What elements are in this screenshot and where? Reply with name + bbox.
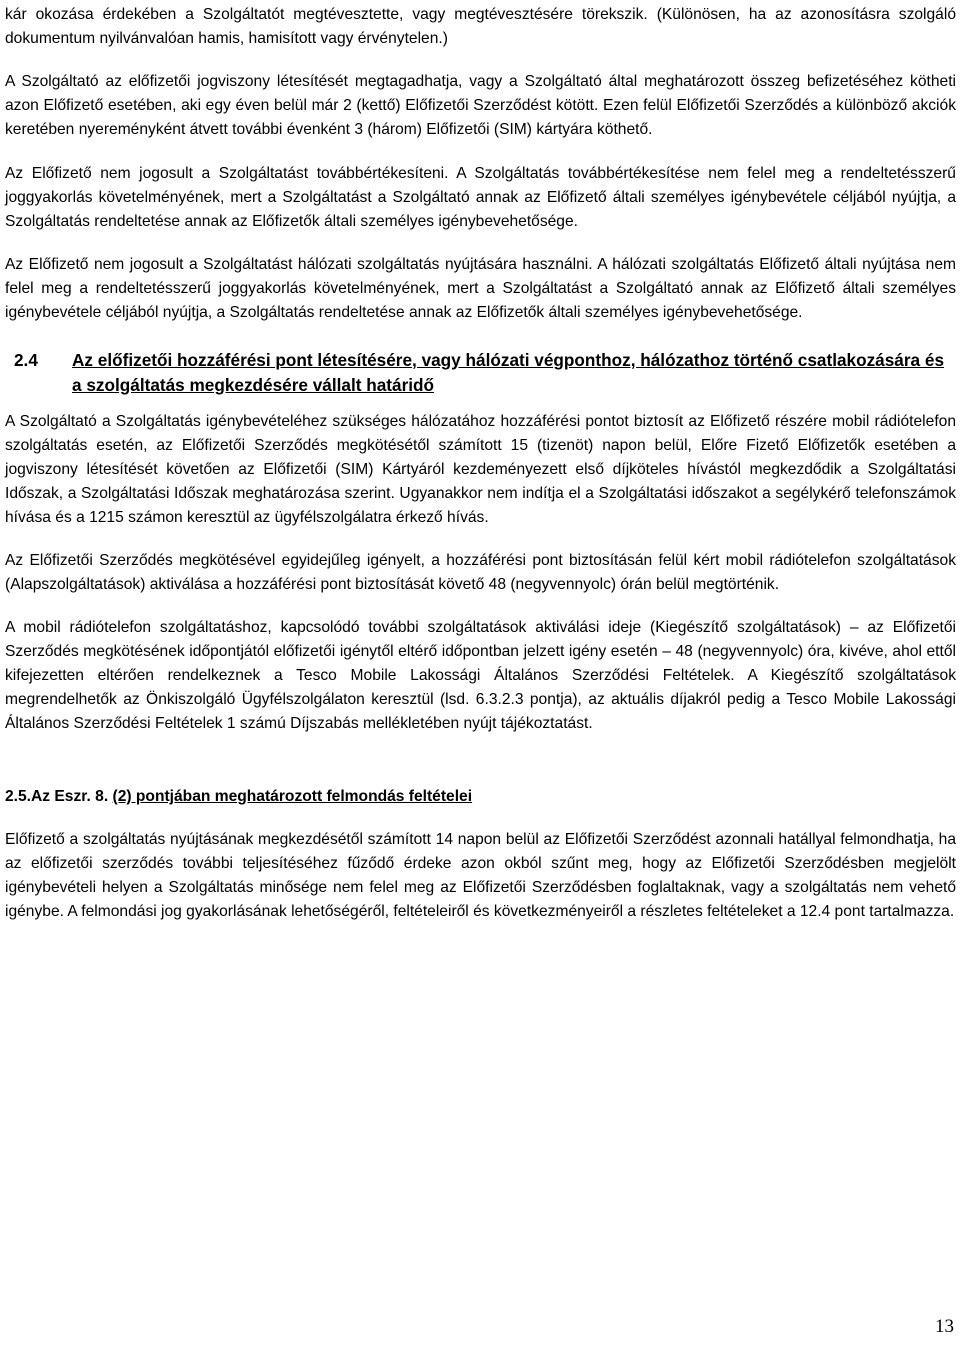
document-page <box>5 3 956 924</box>
section-title-2-4: Az előfizetői hozzáférési pont létesítésére, vagy hálózati végponthoz, hálózathoz történő csatlakozására és a szolgáltatás megkezdésére vállalt határidő <box>72 350 944 395</box>
section-heading-2-5 <box>5 785 956 809</box>
section-number-2-4: 2.4 <box>14 350 38 370</box>
network-explanation: A hálózati szolgáltatás Előfizető általi nyújtása nem felel meg a rendeltetésszerű joggyakorlás követelményének, mert a Szolgáltatást a Szolgáltató annak az Előfizető általi személyes igénybevétele céljából nyújtja, a Szolgáltatás rendeltetése annak az Előfizetők általi személyes igénybevehetősége. <box>5 256 956 321</box>
paragraph-resale-prohibition <box>5 162 956 234</box>
paragraph-basic-services-activation: Az Előfizetői Szerződés megkötésével egyidejűleg igényelt, a hozzáférési pont biztosításán felül kért mobil rádiótelefon szolgáltatások (Alapszolgáltatások) aktiválása a hozzáférési pont biztosítását követő 48 (negyvennyolc) órán belül megtörténik. <box>5 552 956 593</box>
section-prefix-2-5: 2.5.Az Eszr. 8. <box>5 788 109 805</box>
network-lead-sentence: Az Előfizető nem jogosult a Szolgáltatást hálózati szolgáltatás nyújtására használni. <box>5 256 593 273</box>
paragraph-network-service-prohibition <box>5 253 956 325</box>
paragraph-termination-conditions: Előfizető a szolgáltatás nyújtásának megkezdésétől számított 14 napon belül az Előfizetői Szerződést azonnali hatállyal felmondhatja, ha az előfizetői szerződés további teljesítéséhez fűződő érdeke azon okból szűnt meg, hogy az Előfizetői Szerződésben megjelölt igénybevételi helyen a Szolgáltatás minősége nem felel meg az Előfizetői Szerződésben foglaltaknak, vagy a szolgáltatás nem vehető igénybe. A felmondási jog gyakorlásának lehetőségéről, feltételeiről és következményeiről a részletes feltételeket a 12.4 pont tartalmazza. <box>5 831 956 920</box>
resale-lead-sentence: Az Előfizető nem jogosult a Szolgáltatást továbbértékesíteni. <box>5 165 449 182</box>
page-number: 13 <box>935 1316 954 1337</box>
section-heading-2-4 <box>5 348 956 398</box>
section-title-2-5: (2) pontjában meghatározott felmondás feltételei <box>112 788 473 805</box>
paragraph-supplementary-services: A mobil rádiótelefon szolgáltatáshoz, kapcsolódó további szolgáltatások aktiválási ideje (Kiegészítő szolgáltatások) – az Előfizetői Szerződés megkötésének időpontjától előfizetői igénytől eltérő időpontban jelzett igény esetén – 48 (negyvennyolc) óra, kivéve, ahol ettől kifejezetten eltérően rendelkeznek a Tesco Mobile Lakossági Általános Szerződési Feltételek. A Kiegészítő szolgáltatások megrendelhetők az Önkiszolgáló Ügyfélszolgálaton keresztül (lsd. 6.3.2.3 pontja), az aktuális díjakról pedig a Tesco Mobile Lakossági Általános Szerződési Feltételek 1 számú Díjszabás mellékletében nyújt tájékoztatást. <box>5 619 956 732</box>
paragraph-refusal-conditions: A Szolgáltató az előfizetői jogviszony létesítését megtagadhatja, vagy a Szolgáltató által meghatározott összeg befizetéséhez kötheti azon Előfizető esetében, aki egy éven belül már 2 (kettő) Előfizetői Szerződést kötött. Ezen felül Előfizetői Szerződés a különböző akciók keretében nyereményként átvett további évenként 3 (három) Előfizetői (SIM) kártyára köthető. <box>5 73 956 138</box>
paragraph-access-point-deadline: A Szolgáltató a Szolgáltatás igénybevételéhez szükséges hálózatához hozzáférési pontot biztosít az Előfizető részére mobil rádiótelefon szolgáltatás esetén, az Előfizetői Szerződés megkötésétől számított 15 (tizenöt) napon belül, Előre Fizető Előfizetők esetében a jogviszony létesítését követően az Előfizetői (SIM) Kártyáról kezdeményezett első díjköteles hívástól megkezdődik a Szolgáltatási Időszak, a Szolgáltatási Időszak meghatározása szerint. Ugyanakkor nem indítja el a Szolgáltatási időszakot a segélykérő telefonszámok hívása és a 1215 számon keresztül az ügyfélszolgálatra érkező hívás. <box>5 413 956 526</box>
paragraph-continuation: kár okozása érdekében a Szolgáltatót megtévesztette, vagy megtévesztésére törekszik. (Különösen, ha az azonosításra szolgáló dokumentum nyilvánvalóan hamis, hamisított vagy érvénytelen.) <box>5 6 956 47</box>
resale-explanation: A Szolgáltatás továbbértékesítése nem felel meg a rendeltetésszerű joggyakorlás követelményének, mert a Szolgáltatást a Szolgáltató annak az Előfizető általi személyes igénybevétele céljából nyújtja, a Szolgáltatás rendeltetése annak az Előfizetők általi személyes igénybevehetősége. <box>5 165 956 230</box>
